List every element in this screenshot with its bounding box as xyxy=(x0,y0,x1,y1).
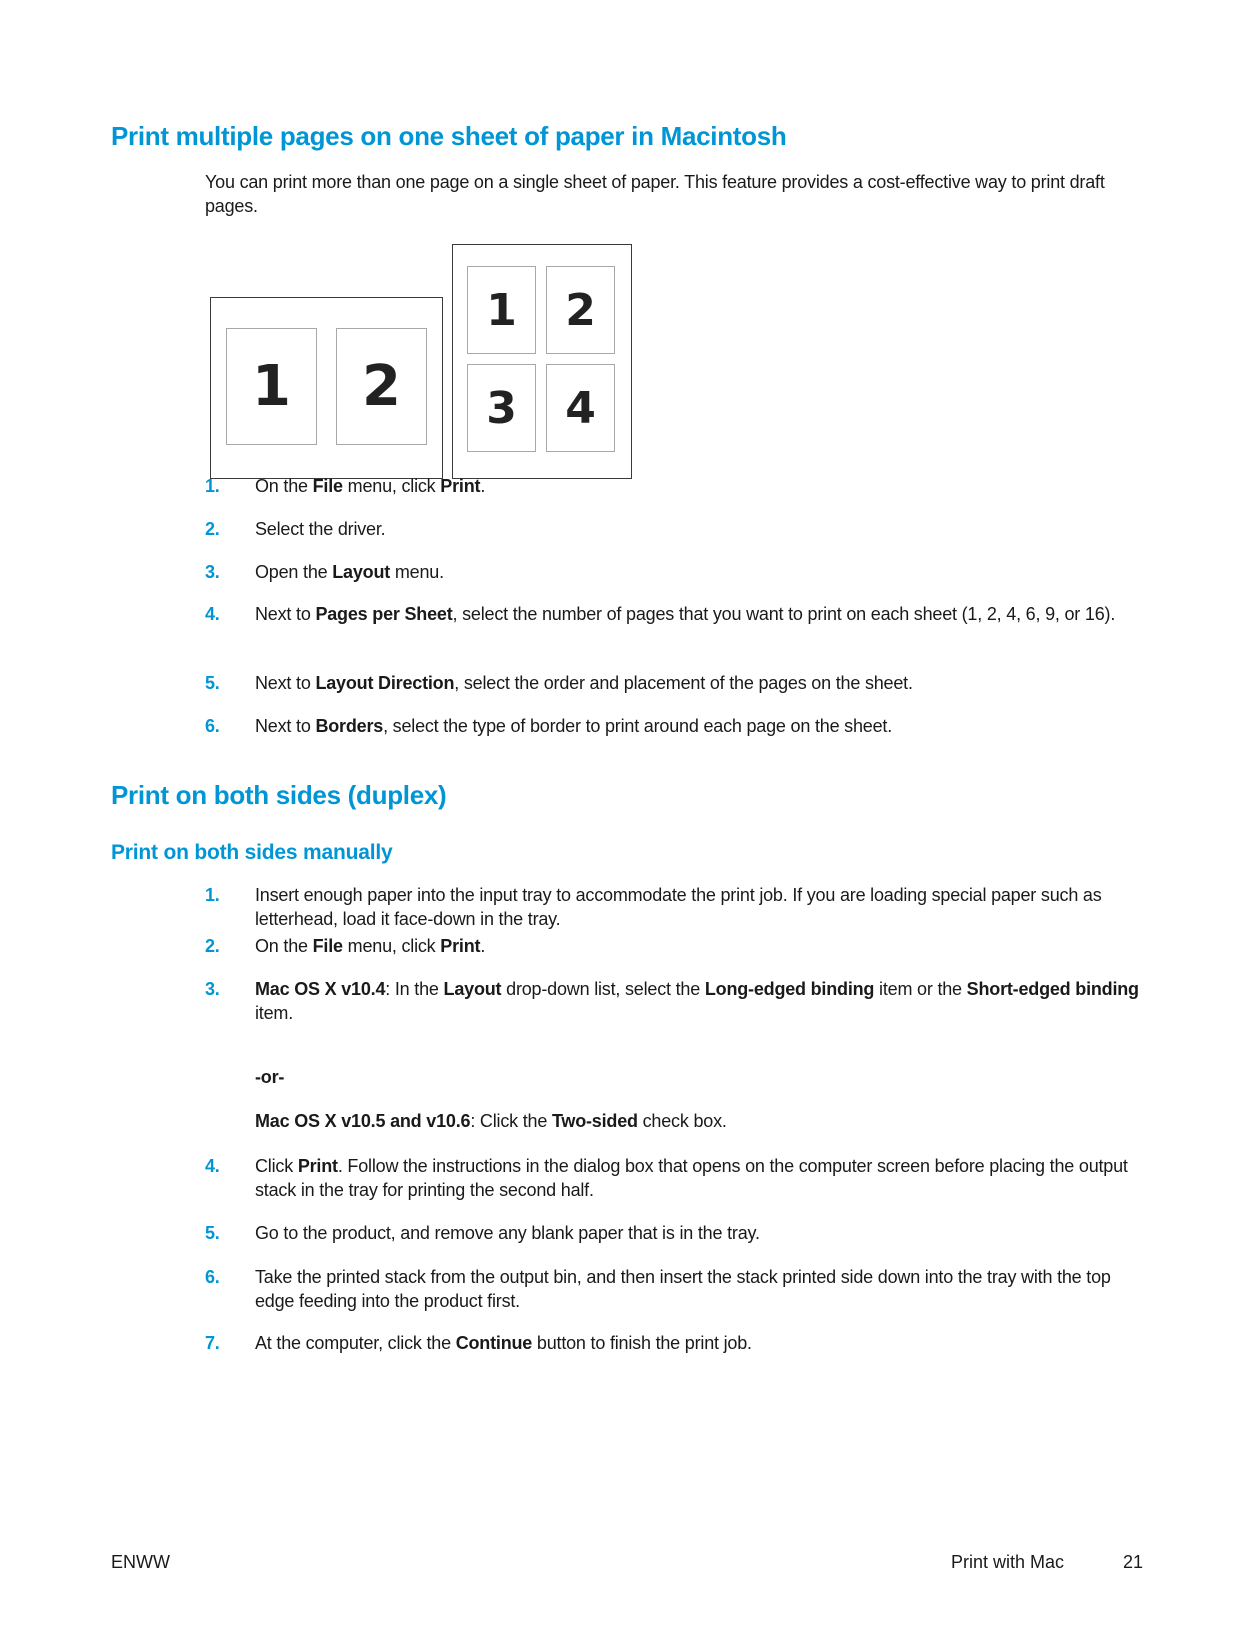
text-run: : Click the xyxy=(470,1111,552,1131)
emphasized-term: Layout xyxy=(332,562,391,582)
emphasized-term: Layout xyxy=(443,979,502,999)
emphasized-term: Long-edged binding xyxy=(704,979,875,999)
text-run: button to finish the print job. xyxy=(532,1333,752,1353)
text-run: item or the xyxy=(874,979,967,999)
text-run: menu, click xyxy=(342,936,441,956)
emphasized-term: Mac OS X v10.5 and v10.6 xyxy=(255,1111,471,1131)
step-text xyxy=(255,977,1140,1025)
emphasized-term: Print xyxy=(440,936,481,956)
text-run: Next to xyxy=(255,604,316,624)
text-run: Next to xyxy=(255,673,316,693)
emphasized-term: Pages per Sheet xyxy=(315,604,453,624)
emphasized-term: File xyxy=(312,476,343,496)
text-run: Go to the product, and remove any blank paper that is in the tray. xyxy=(255,1223,760,1243)
step-number: 5. xyxy=(205,673,220,693)
emphasized-term: Layout Direction xyxy=(315,673,455,693)
footer-section-title: Print with Mac xyxy=(950,1552,1064,1572)
mini-page: 1 xyxy=(467,266,536,354)
text-run: , select the type of border to print around each page on the sheet. xyxy=(383,716,893,736)
text-run: check box. xyxy=(637,1111,727,1131)
intro-paragraph: You can print more than one page on a single sheet of paper. This feature provides a cost-effective way to print draft pages. xyxy=(205,172,1105,216)
step-alternative-separator: -or- xyxy=(255,1067,285,1087)
step-text xyxy=(255,1221,1140,1245)
step-number: 5. xyxy=(205,1223,220,1243)
step-text xyxy=(255,934,1140,958)
step-number: 2. xyxy=(205,936,220,956)
step-number: 3. xyxy=(205,979,220,999)
mini-page: 4 xyxy=(546,364,615,452)
step-number: 6. xyxy=(205,1267,220,1287)
emphasized-term: Short-edged binding xyxy=(966,979,1139,999)
step-text xyxy=(255,517,1140,541)
step-number: 1. xyxy=(205,476,220,496)
emphasized-term: Mac OS X v10.4 xyxy=(255,979,386,999)
text-run: Next to xyxy=(255,716,316,736)
mini-page: 2 xyxy=(336,328,427,445)
section-heading-multiple-pages: Print multiple pages on one sheet of paper in Macintosh xyxy=(111,121,787,151)
subsection-heading-manual-duplex: Print on both sides manually xyxy=(111,841,393,864)
step-text xyxy=(255,560,1140,584)
step-text xyxy=(255,1154,1140,1202)
text-run: . Follow the instructions in the dialog box that opens on the computer screen before placing the output stack in the tray for printing the second half. xyxy=(255,1156,1128,1200)
step-number: 3. xyxy=(205,562,220,582)
step-number: 6. xyxy=(205,716,220,736)
step-number: 4. xyxy=(205,1156,220,1176)
mini-page: 3 xyxy=(467,364,536,452)
text-run: : In the xyxy=(385,979,444,999)
text-run: , select the number of pages that you want to print on each sheet (1, 2, 4, 6, 9, or 16). xyxy=(452,604,1116,624)
step-text xyxy=(255,602,1140,626)
text-run: On the xyxy=(255,936,313,956)
text-run: On the xyxy=(255,476,313,496)
footer-locale-code: ENWW xyxy=(111,1552,170,1572)
two-up-sheet xyxy=(210,297,443,479)
step-alternative-text xyxy=(255,1109,1135,1133)
emphasized-term: File xyxy=(312,936,343,956)
step-text xyxy=(255,883,1140,931)
emphasized-term: Print xyxy=(297,1156,338,1176)
step-number: 4. xyxy=(205,604,220,624)
mini-page: 1 xyxy=(226,328,317,445)
step-text xyxy=(255,1331,1140,1355)
mini-page: 2 xyxy=(546,266,615,354)
text-run: item. xyxy=(255,1003,294,1023)
text-run: Take the printed stack from the output bin, and then insert the stack printed side down into the tray with the top edge feeding into the product first. xyxy=(255,1267,1111,1311)
step-text xyxy=(255,474,1140,498)
text-run: Click xyxy=(255,1156,298,1176)
emphasized-term: Two-sided xyxy=(551,1111,638,1131)
text-run: Open the xyxy=(255,562,333,582)
step-text xyxy=(255,671,1140,695)
section-heading-duplex: Print on both sides (duplex) xyxy=(111,780,447,810)
emphasized-term: Continue xyxy=(455,1333,533,1353)
text-run: . xyxy=(480,476,486,496)
step-number: 2. xyxy=(205,519,220,539)
text-run: Insert enough paper into the input tray to accommodate the print job. If you are loading special paper such as letterhead, load it face-down in the tray. xyxy=(255,885,1102,929)
step-text xyxy=(255,714,1140,738)
step-number: 7. xyxy=(205,1333,220,1353)
step-text xyxy=(255,1265,1140,1313)
text-run: At the computer, click the xyxy=(255,1333,456,1353)
text-run: Select the driver. xyxy=(255,519,386,539)
text-run: menu, click xyxy=(342,476,441,496)
text-run: menu. xyxy=(390,562,444,582)
text-run: drop-down list, select the xyxy=(501,979,705,999)
text-run: . xyxy=(480,936,486,956)
footer-page-number: 21 xyxy=(1122,1552,1143,1572)
text-run: , select the order and placement of the pages on the sheet. xyxy=(454,673,913,693)
four-up-sheet xyxy=(452,244,632,479)
emphasized-term: Print xyxy=(440,476,481,496)
emphasized-term: Borders xyxy=(315,716,384,736)
step-number: 1. xyxy=(205,885,220,905)
